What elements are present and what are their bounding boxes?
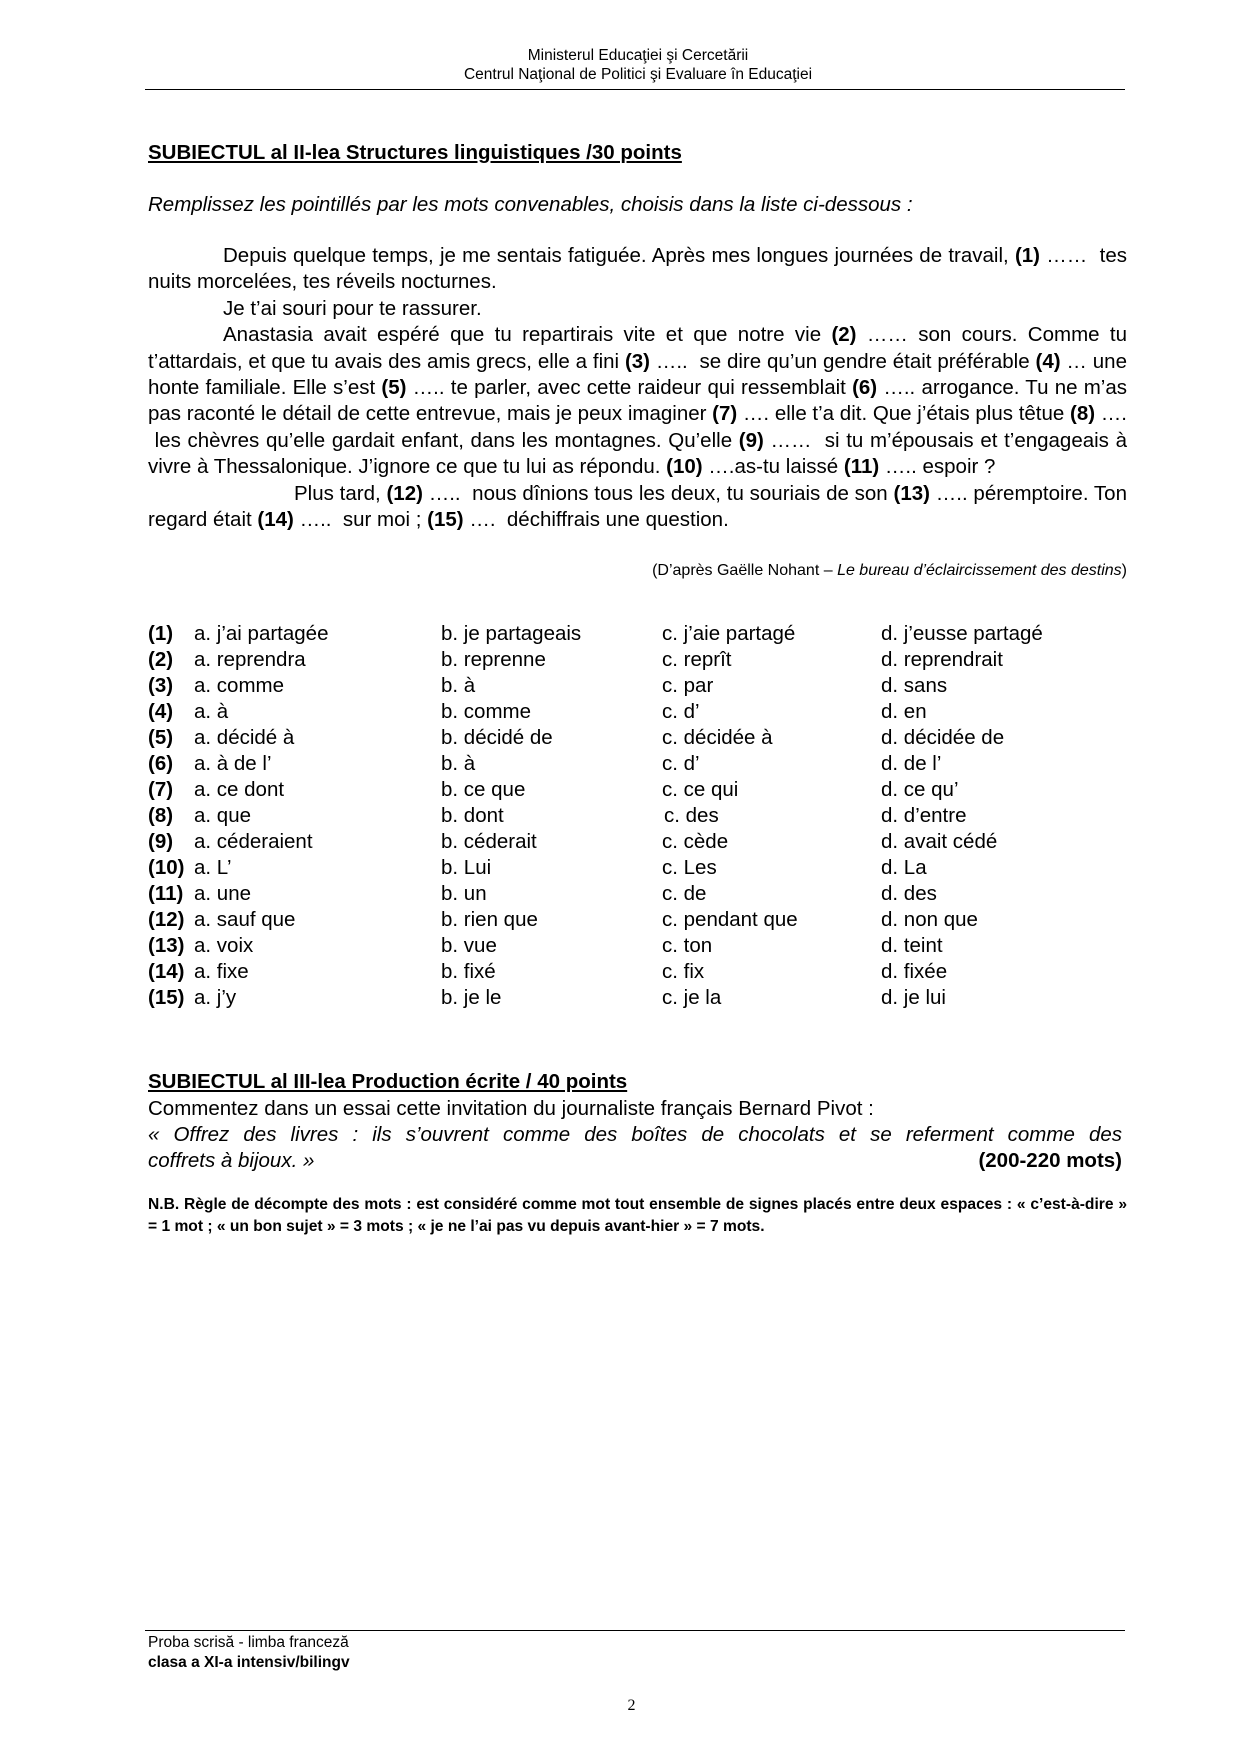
book-title: Le bureau d’éclaircissement des destins (837, 562, 1122, 579)
subject-2-instruction: Remplissez les pointillés par les mots convenables, choisis dans la liste ci-dessous : (148, 193, 913, 216)
word-count-rule: N.B. Règle de décompte des mots : est considéré comme mot tout ensemble de signes placés entre deux espaces : « c’est-à-dire » = 1 mot ; « un bon sujet » = 3 mots ; « je ne l’ai pas vu depuis avant-hier » = 7 mots. (148, 1196, 1127, 1235)
exam-name: Proba scrisă - limba franceză (148, 1634, 349, 1651)
quote-line-1: « Offrez des livres : ils s’ouvrent comme des boîtes de chocolats et se referment comme des (148, 1123, 1122, 1146)
subject-3-instruction: Commentez dans un essai cette invitation du journaliste français Bernard Pivot : (148, 1097, 874, 1120)
passage-text: Depuis quelque temps, je me sentais fatiguée. Après mes longues journées de travail, (1) …… tes nuits morcelées, tes réveils nocturnes. Je t’ai souri pour te rassurer. Anastasia avait espéré que tu repartirais vite et que notre vie (2) …… son cours. Comme tu t’attardais, et que tu avais des amis grecs, elle a fini (3) ….. se dire qu’un gendre était préférable (4) … une honte familiale. Elle s’est (5) ….. te parler, avec cette raideur qui ressemblait (6) ….. arrogance. Tu ne m’as pas raconté le détail de cette entrevue, mais je peux imaginer (7) …. elle t’a dit. Que j’étais plus têtue (8) …. les chèvres qu’elle gardait enfant, dans les montagnes. Qu’elle (9) …… si tu m’épousais et t’engageais à vivre à Thessalonique. J’ignore ce que tu lui as répondu. (10) ….as-tu laissé (11) ….. espoir ? Plus tard, (12) ….. nous dînions tous les deux, tu souriais de son (13) ….. péremptoire. Ton regard était (14) ….. sur moi ; (15) …. déchiffrais une question. (148, 244, 1128, 532)
ministry-name: Ministerul Educaţiei şi Cercetării (527, 47, 749, 64)
page-number: 2 (627, 1697, 636, 1714)
center-name: Centrul Naţional de Politici şi Evaluare în Educaţiei (463, 66, 813, 83)
word-count: (200-220 mots) (978, 1149, 1122, 1172)
page-header (0, 46, 1241, 84)
class-name: clasa a XI-a intensiv/bilingv (148, 1654, 350, 1671)
source-citation: (D’après Gaëlle Nohant – Le bureau d’éclaircissement des destins) (652, 562, 1127, 579)
subject-2-title: SUBIECTUL al II-lea Structures linguistiques /30 points (148, 141, 682, 164)
subject-3-body (148, 1096, 1122, 1174)
footer-divider (145, 1630, 1125, 1631)
header-divider (145, 89, 1125, 90)
page-footer (148, 1633, 350, 1673)
quote-line-2: coffrets à bijoux. » (200-220 mots) (148, 1149, 1122, 1172)
subject-3-title: SUBIECTUL al III-lea Production écrite / 40 points (148, 1070, 628, 1093)
